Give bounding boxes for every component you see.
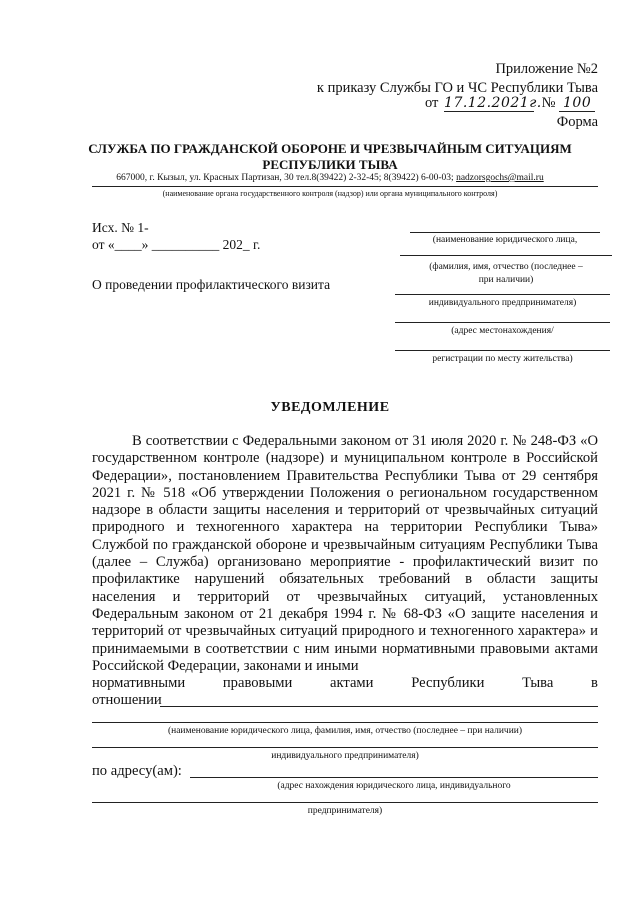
outgoing-ref: Исх. № 1- (92, 220, 149, 235)
ip-line[interactable] (92, 747, 598, 748)
date-prefix: от (425, 95, 439, 111)
form-label: Форма (556, 114, 598, 130)
last-word-5: Тыва (522, 675, 554, 691)
address-line-1[interactable] (190, 777, 598, 778)
appendix-order: к приказу Службы ГО и ЧС Республики Тыва (316, 80, 598, 96)
notice-title: УВЕДОМЛЕНИЕ (270, 400, 390, 415)
name-caption: (наименование юридического лица, фамилия, имя, отчество (последнее – при наличии) (167, 726, 523, 736)
recipient-line-5 (395, 350, 610, 351)
appendix-block (317, 60, 598, 98)
address-label: по адресу(ам): (92, 763, 182, 779)
date-handwritten: 17.12.2021г. (444, 95, 542, 111)
number-handwritten: 100 (559, 95, 595, 112)
last-word-3: актами (330, 675, 374, 691)
notice-last-line (92, 675, 598, 692)
regarding-label: отношении (92, 692, 162, 708)
recipient-caption-2b: при наличии) (478, 275, 534, 285)
org-address-line (60, 173, 600, 183)
last-word-1: нормативными (92, 675, 186, 691)
address-caption-1: (адрес нахождения юридического лица, индивидуального (277, 781, 511, 791)
recipient-caption-2a: (фамилия, имя, отчество (последнее – (429, 262, 583, 272)
number-sign: № (541, 95, 556, 111)
last-word-6: в (591, 675, 598, 691)
appendix-date-row (425, 95, 595, 112)
recipient-line-2 (400, 255, 612, 256)
outgoing-date: от «____» __________ 202_ г. (92, 237, 261, 252)
recipient-caption-5: регистрации по месту жительства) (432, 354, 573, 364)
org-address: 667000, г. Кызыл, ул. Красных Партизан, 30 тел.8(39422) 2-32-45; 8(39422) 6-00-03; (116, 173, 454, 183)
notice-body: В соответствии с Федеральными законом от 31 июля 2020 г. № 248-ФЗ «О государственном контроле (надзоре) и муниципальном контроле в Российской Федерации», постановлением Правительства Республики Тыва от 29 сентября 2021 г. № 518 «Об утверждении Положения о региональном государственном надзоре в области защиты населения и территорий от чрезвычайных ситуаций природного и техногенного характера на территории Республики Тыва» Службой по гражданской обороне и чрезвычайным ситуациям Республики Тыва (далее – Служба) организовано мероприятие - профилактический визит по профилактике нарушений обязательных требований в области защиты населения и территорий от чрезвычайных ситуаций, установленных Федеральным законом от 21 декабря 1994 г. № 68-ФЗ «О защите населения и территорий от чрезвычайных ситуаций природного и техногенного характера» и принимаемыми в соответствии с ним иными нормативными правовыми актами Российской Федерации, законами и иными (92, 433, 598, 674)
recipient-caption-2 (400, 261, 612, 287)
recipient-line-1 (410, 232, 600, 233)
org-name-line1: СЛУЖБА ПО ГРАЖДАНСКОЙ ОБОРОНЕ И ЧРЕЗВЫЧАЙНЫМ СИТУАЦИЯМ (88, 141, 572, 156)
last-word-2: правовыми (222, 675, 293, 691)
org-header (60, 141, 600, 173)
outgoing-block (92, 219, 260, 253)
org-caption: (наименование органа государственного контроля (надзор) или органа муниципального контроля) (162, 189, 498, 198)
org-name-line2: РЕСПУБЛИКИ ТЫВА (262, 157, 398, 172)
recipient-caption-3: индивидуального предпринимателя) (428, 298, 577, 308)
address-caption-2: предпринимателя) (307, 806, 383, 816)
recipient-caption-4: (адрес местонахождения/ (451, 326, 554, 336)
recipient-line-3 (395, 294, 610, 295)
regarding-line[interactable] (160, 706, 598, 707)
appendix-title: Приложение №2 (495, 61, 598, 77)
last-word-4: Республики (411, 675, 485, 691)
header-rule (92, 186, 598, 187)
recipient-caption-1: (наименование юридического лица, (432, 235, 578, 245)
address-line-2[interactable] (92, 802, 598, 803)
org-email[interactable]: nadzorsgochs@mail.ru (456, 173, 544, 183)
ip-caption: индивидуального предпринимателя) (271, 751, 419, 761)
name-line[interactable] (92, 722, 598, 723)
subject: О проведении профилактического визита (92, 277, 331, 292)
recipient-line-4 (395, 322, 610, 323)
